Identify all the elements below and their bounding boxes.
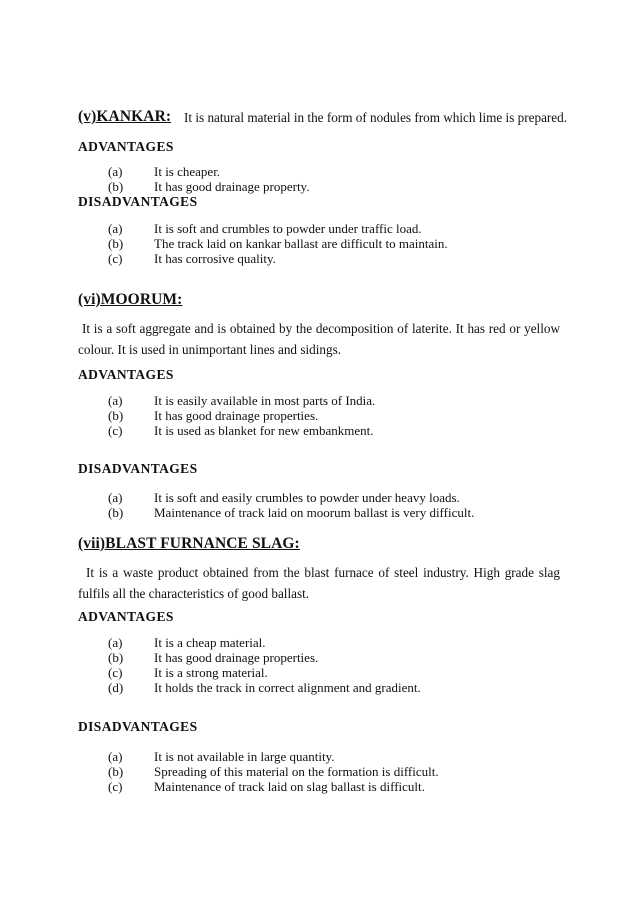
item-label: (c) xyxy=(108,423,123,438)
list-item xyxy=(108,764,568,779)
item-label: (b) xyxy=(108,179,124,194)
list-item xyxy=(108,179,568,194)
item-text: It is easily available in most parts of India. xyxy=(154,393,376,408)
item-text: It is cheaper. xyxy=(154,164,221,179)
item-text: It holds the track in correct alignment and gradient. xyxy=(154,680,421,695)
item-label: (a) xyxy=(108,749,123,764)
item-label: (b) xyxy=(108,650,124,665)
item-text: It has good drainage properties. xyxy=(154,408,319,423)
kankar-advantages-heading: ADVANTAGES xyxy=(78,139,174,154)
slag-description: It is a waste product obtained from the blast furnace of steel industry. High grade slag fulfils all the characteristics of good ballast. xyxy=(78,565,560,601)
item-label: (a) xyxy=(108,635,123,650)
item-label: (b) xyxy=(108,764,124,779)
list-item xyxy=(108,251,568,266)
list-item xyxy=(108,221,568,236)
kankar-heading: (v)KANKAR: xyxy=(78,108,172,125)
item-text: It is soft and easily crumbles to powder under heavy loads. xyxy=(154,490,460,505)
list-item xyxy=(108,650,568,665)
item-label: (c) xyxy=(108,779,123,794)
item-label: (a) xyxy=(108,393,123,408)
slag-disadvantages-heading: DISADVANTAGES xyxy=(78,719,198,734)
slag-heading: (vii)BLAST FURNANCE SLAG: xyxy=(78,535,300,552)
list-item xyxy=(108,680,568,695)
kankar-disadvantages-heading: DISADVANTAGES xyxy=(78,194,198,209)
item-text: Maintenance of track laid on moorum ballast is very difficult. xyxy=(154,505,475,520)
list-item xyxy=(108,635,568,650)
list-item xyxy=(108,749,568,764)
slag-disadvantages-list xyxy=(108,749,568,794)
item-text: Spreading of this material on the formation is difficult. xyxy=(154,764,439,779)
item-text: The track laid on kankar ballast are difficult to maintain. xyxy=(154,236,448,251)
list-item xyxy=(108,393,568,408)
kankar-advantages-list xyxy=(108,164,568,194)
kankar-intro: It is natural material in the form of nodules from which lime is prepared. xyxy=(184,110,568,125)
item-text: It has good drainage property. xyxy=(154,179,310,194)
list-item xyxy=(108,236,568,251)
item-label: (c) xyxy=(108,251,123,266)
list-item xyxy=(108,779,568,794)
item-text: It is used as blanket for new embankment. xyxy=(154,423,374,438)
item-text: It has good drainage properties. xyxy=(154,650,319,665)
moorum-description: It is a soft aggregate and is obtained by the decomposition of laterite. It has red or yellow colour. It is used in unimportant lines and sidings. xyxy=(78,321,560,357)
slag-advantages-list xyxy=(108,635,568,695)
list-item xyxy=(108,665,568,680)
item-label: (b) xyxy=(108,408,124,423)
list-item xyxy=(108,490,568,505)
item-label: (d) xyxy=(108,680,124,695)
list-item xyxy=(108,164,568,179)
item-text: It is a strong material. xyxy=(154,665,268,680)
moorum-advantages-list xyxy=(108,393,568,438)
item-text: Maintenance of track laid on slag ballast is difficult. xyxy=(154,779,425,794)
moorum-heading: (vi)MOORUM: xyxy=(78,291,183,308)
moorum-disadvantages-heading: DISADVANTAGES xyxy=(78,461,198,476)
moorum-disadvantages-list xyxy=(108,490,568,520)
item-label: (b) xyxy=(108,236,124,251)
item-label: (a) xyxy=(108,164,123,179)
item-text: It is a cheap material. xyxy=(154,635,266,650)
list-item xyxy=(108,423,568,438)
item-text: It is not available in large quantity. xyxy=(154,749,335,764)
list-item xyxy=(108,408,568,423)
item-label: (a) xyxy=(108,221,123,236)
item-label: (c) xyxy=(108,665,123,680)
moorum-advantages-heading: ADVANTAGES xyxy=(78,367,174,382)
kankar-disadvantages-list xyxy=(108,221,568,266)
item-text: It is soft and crumbles to powder under traffic load. xyxy=(154,221,422,236)
item-label: (b) xyxy=(108,505,124,520)
list-item xyxy=(108,505,568,520)
item-label: (a) xyxy=(108,490,123,505)
item-text: It has corrosive quality. xyxy=(154,251,276,266)
slag-advantages-heading: ADVANTAGES xyxy=(78,609,174,624)
